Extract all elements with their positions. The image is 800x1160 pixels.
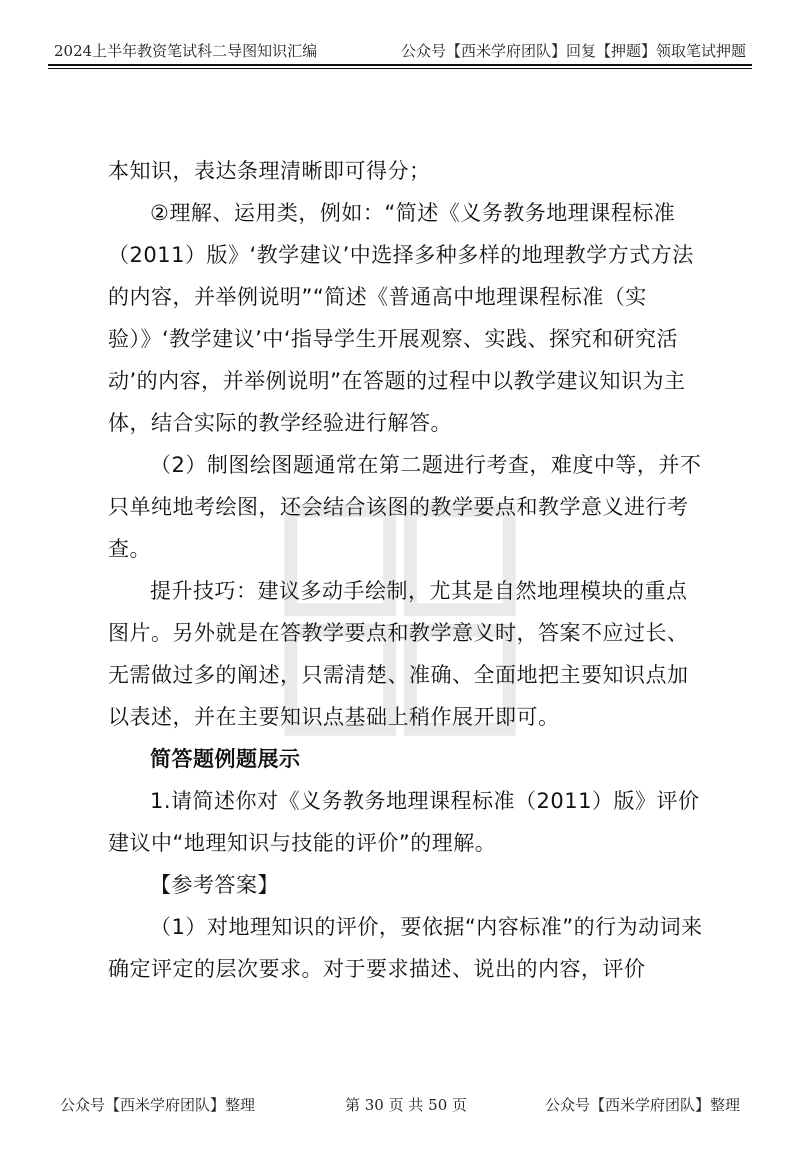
footer-right: 公众号【西米学府团队】整理 — [544, 1096, 740, 1114]
answer-label: 【参考答案】 — [150, 873, 279, 897]
question-1: 1.请简述你对《义务教务地理课程标准（2011）版》评价建议中“地理知识与技能的评价”的理解。 — [108, 789, 700, 855]
header-rule-thick — [48, 64, 752, 66]
answer-1: （1）对地理知识的评价，要依据“内容标准”的行为动词来确定评定的层次要求。对于要求描述、说出的内容，评价 — [108, 915, 703, 981]
paragraph-2: ②理解、运用类，例如：“简述《义务教务地理课程标准（2011）版》‘教学建议’中选择多种多样的地理教学方式方法的内容，并举例说明”“简述《普通高中地理课程标准（实验）》‘教学建议’中‘指导学生开展观察、实践、探究和研究活动’的内容，并举例说明”在答题的过程中以教学建议知识为主体，结合实际的教学经验进行解答。 — [108, 201, 694, 435]
paragraph-1: 本知识，表达条理清晰即可得分； — [108, 159, 431, 183]
paragraph-4: 提升技巧：建议多动手绘制，尤其是自然地理模块的重点图片。另外就是在答教学要点和教学意义时，答案不应过长、无需做过多的阐述，只需清楚、准确、全面地把主要知识点加以表述，并在主要知识点基础上稍作展开即可。 — [108, 579, 689, 729]
header-promo: 公众号【西米学府团队】回复【押题】领取笔试押题 — [400, 42, 746, 60]
paragraph-3: （2）制图绘图题通常在第二题进行考查，难度中等，并不只单纯地考绘图，还会结合该图的教学要点和教学意义进行考查。 — [108, 453, 702, 561]
page-content — [108, 150, 708, 990]
page-number: 第 30 页 共 50 页 — [345, 1096, 468, 1114]
page-footer — [60, 1094, 740, 1118]
header-title: 2024上半年教资笔试科二导图知识汇编 — [54, 42, 318, 60]
section-title: 简答题例题展示 — [150, 747, 301, 771]
footer-left: 公众号【西米学府团队】整理 — [60, 1096, 256, 1114]
page-header — [48, 34, 752, 62]
header-rule-thin — [48, 68, 752, 69]
